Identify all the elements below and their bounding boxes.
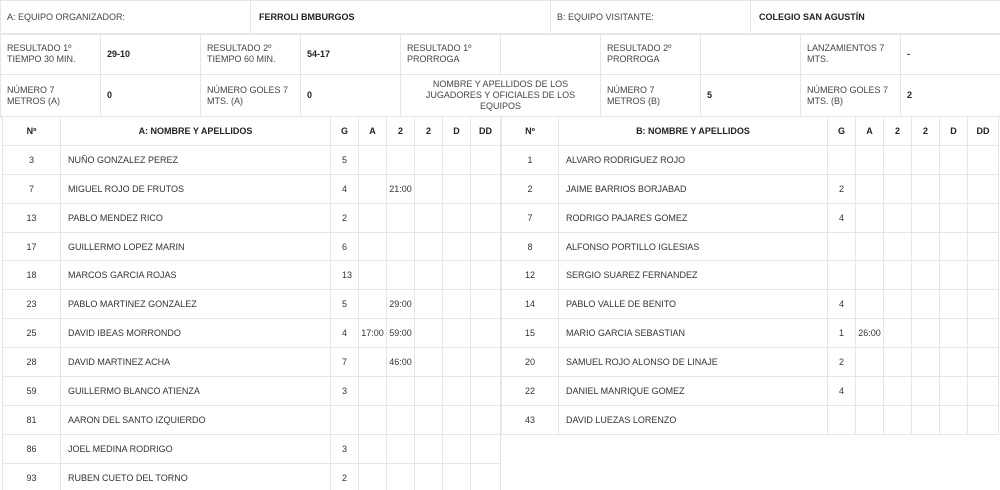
col-header-disqualification-report: DD	[968, 117, 999, 146]
organizer-value: FERROLI BMBURGOS	[251, 1, 551, 35]
col-header-number: Nº	[502, 117, 559, 146]
player-name: SERGIO SUAREZ FERNANDEZ	[559, 261, 828, 290]
player-goals	[828, 145, 856, 174]
team-b-7m-label: NÚMERO 7 METROS (B)	[601, 75, 701, 117]
team-a-7m-value: 0	[101, 75, 201, 117]
player-suspension-2	[912, 261, 940, 290]
player-suspension-1	[387, 203, 415, 232]
player-row	[3, 203, 501, 232]
player-warning	[856, 261, 884, 290]
player-number: 18	[3, 261, 61, 290]
player-row	[502, 145, 999, 174]
player-goals: 5	[331, 290, 359, 319]
player-row	[502, 348, 999, 377]
player-suspension-2	[415, 174, 443, 203]
player-row	[502, 290, 999, 319]
player-disqualification-report	[968, 232, 999, 261]
player-suspension-1: 29:00	[387, 290, 415, 319]
overtime2-label: RESULTADO 2º PRORROGA	[601, 34, 701, 75]
player-disqualification-report	[471, 434, 501, 463]
player-disqualification-report	[471, 174, 501, 203]
player-suspension-1	[387, 405, 415, 434]
player-disqualification	[443, 290, 471, 319]
player-suspension-2	[415, 203, 443, 232]
player-suspension-1	[884, 232, 912, 261]
player-disqualification	[443, 261, 471, 290]
player-name: PABLO VALLE DE BENITO	[559, 290, 828, 319]
player-suspension-1	[884, 319, 912, 348]
player-number: 59	[3, 377, 61, 406]
player-name: NUÑO GONZALEZ PEREZ	[61, 145, 331, 174]
player-suspension-2	[912, 348, 940, 377]
overtime1-value	[501, 34, 601, 75]
player-row	[3, 232, 501, 261]
player-warning	[856, 348, 884, 377]
player-row	[502, 232, 999, 261]
player-suspension-1	[387, 261, 415, 290]
player-suspension-2	[415, 290, 443, 319]
player-row	[3, 174, 501, 203]
player-disqualification-report	[968, 145, 999, 174]
col-header-warnings: A	[359, 117, 387, 146]
player-disqualification	[443, 145, 471, 174]
player-disqualification	[940, 290, 968, 319]
player-suspension-2	[415, 463, 443, 490]
player-name: DAVID MARTINEZ ACHA	[61, 348, 331, 377]
col-header-disqualification-report: DD	[471, 117, 501, 146]
player-suspension-1: 46:00	[387, 348, 415, 377]
player-warning	[856, 405, 884, 434]
col-header-suspension-2: 2	[415, 117, 443, 146]
player-goals: 4	[828, 377, 856, 406]
player-goals: 4	[828, 203, 856, 232]
first-half-value: 29-10	[101, 34, 201, 75]
player-warning: 17:00	[359, 319, 387, 348]
player-name: DAVID IBEAS MORRONDO	[61, 319, 331, 348]
player-disqualification-report	[471, 261, 501, 290]
col-header-disqualification: D	[443, 117, 471, 146]
second-half-value: 54-17	[301, 34, 401, 75]
player-warning	[359, 203, 387, 232]
overtime1-label: RESULTADO 1º PRORROGA	[401, 34, 501, 75]
player-warning	[856, 145, 884, 174]
first-half-label: RESULTADO 1º TIEMPO 30 MIN.	[1, 34, 101, 75]
player-warning	[856, 203, 884, 232]
col-header-suspension-1: 2	[387, 117, 415, 146]
organizer-label: A: EQUIPO ORGANIZADOR:	[1, 1, 251, 35]
player-disqualification-report	[968, 290, 999, 319]
player-disqualification	[940, 348, 968, 377]
player-suspension-2	[912, 174, 940, 203]
player-warning	[359, 232, 387, 261]
player-number: 14	[502, 290, 559, 319]
player-warning: 26:00	[856, 319, 884, 348]
player-warning	[359, 377, 387, 406]
player-suspension-2	[415, 377, 443, 406]
player-goals: 2	[331, 463, 359, 490]
player-disqualification-report	[471, 348, 501, 377]
player-goals: 4	[828, 290, 856, 319]
player-number: 86	[3, 434, 61, 463]
player-suspension-1	[884, 377, 912, 406]
player-suspension-1	[387, 377, 415, 406]
col-header-warnings: A	[856, 117, 884, 146]
player-goals: 6	[331, 232, 359, 261]
summary-row-sevens	[1, 75, 1000, 117]
player-row	[3, 434, 501, 463]
player-disqualification-report	[968, 405, 999, 434]
player-number: 25	[3, 319, 61, 348]
sevens-label: LANZAMIENTOS 7 MTS.	[801, 34, 901, 75]
player-row	[502, 405, 999, 434]
player-suspension-1	[884, 174, 912, 203]
player-name: PABLO MENDEZ RICO	[61, 203, 331, 232]
player-disqualification-report	[471, 463, 501, 490]
player-name: GUILLERMO BLANCO ATIENZA	[61, 377, 331, 406]
col-header-name: A: NOMBRE Y APELLIDOS	[61, 117, 331, 146]
player-number: 81	[3, 405, 61, 434]
player-disqualification	[443, 377, 471, 406]
player-row	[502, 203, 999, 232]
player-warning	[856, 232, 884, 261]
player-suspension-1	[884, 145, 912, 174]
team-b-roster-table	[501, 116, 999, 435]
player-suspension-2	[415, 405, 443, 434]
player-suspension-1	[387, 145, 415, 174]
player-disqualification	[443, 463, 471, 490]
player-disqualification-report	[471, 145, 501, 174]
player-disqualification-report	[471, 405, 501, 434]
team-a-7m-goals-value: 0	[301, 75, 401, 117]
player-disqualification	[443, 348, 471, 377]
player-suspension-2	[912, 232, 940, 261]
col-header-goals: G	[828, 117, 856, 146]
player-disqualification	[443, 434, 471, 463]
player-suspension-2	[912, 145, 940, 174]
player-disqualification	[443, 174, 471, 203]
player-suspension-1	[884, 203, 912, 232]
player-suspension-2	[415, 261, 443, 290]
team-a-header-row	[3, 117, 501, 146]
player-name: JOEL MEDINA RODRIGO	[61, 434, 331, 463]
player-number: 3	[3, 145, 61, 174]
player-number: 8	[502, 232, 559, 261]
player-warning	[856, 377, 884, 406]
player-suspension-1	[884, 261, 912, 290]
player-goals	[828, 232, 856, 261]
player-name: AARON DEL SANTO IZQUIERDO	[61, 405, 331, 434]
player-goals: 1	[828, 319, 856, 348]
player-suspension-1	[387, 232, 415, 261]
col-header-goals: G	[331, 117, 359, 146]
player-suspension-1	[884, 348, 912, 377]
overtime2-value	[701, 34, 801, 75]
player-number: 20	[502, 348, 559, 377]
player-disqualification-report	[471, 203, 501, 232]
player-name: RUBEN CUETO DEL TORNO	[61, 463, 331, 490]
player-row	[3, 405, 501, 434]
player-warning	[359, 145, 387, 174]
player-goals: 2	[331, 203, 359, 232]
team-a-roster-table	[2, 116, 501, 490]
player-row	[502, 261, 999, 290]
player-suspension-1	[884, 290, 912, 319]
player-number: 7	[502, 203, 559, 232]
player-row	[502, 174, 999, 203]
player-suspension-2	[912, 377, 940, 406]
player-number: 23	[3, 290, 61, 319]
player-name: PABLO MARTINEZ GONZALEZ	[61, 290, 331, 319]
team-a-7m-goals-label: NÚMERO GOLES 7 MTS. (A)	[201, 75, 301, 117]
player-disqualification	[940, 261, 968, 290]
player-disqualification	[940, 145, 968, 174]
player-number: 28	[3, 348, 61, 377]
player-warning	[359, 261, 387, 290]
player-number: 93	[3, 463, 61, 490]
player-number: 1	[502, 145, 559, 174]
player-suspension-2	[415, 348, 443, 377]
player-number: 2	[502, 174, 559, 203]
player-disqualification-report	[968, 261, 999, 290]
player-disqualification	[940, 405, 968, 434]
player-number: 15	[502, 319, 559, 348]
player-name: DANIEL MANRIQUE GOMEZ	[559, 377, 828, 406]
player-goals: 3	[331, 434, 359, 463]
match-results-table	[0, 33, 1000, 117]
team-b-7m-goals-value: 2	[901, 75, 1000, 117]
player-name: RODRIGO PAJARES GOMEZ	[559, 203, 828, 232]
player-warning	[359, 463, 387, 490]
player-disqualification-report	[968, 203, 999, 232]
player-number: 43	[502, 405, 559, 434]
player-disqualification	[443, 232, 471, 261]
player-goals: 4	[331, 319, 359, 348]
player-name: MARCOS GARCIA ROJAS	[61, 261, 331, 290]
player-goals	[331, 405, 359, 434]
player-goals: 13	[331, 261, 359, 290]
player-suspension-2	[415, 434, 443, 463]
player-disqualification-report	[471, 232, 501, 261]
player-disqualification	[443, 319, 471, 348]
player-number: 17	[3, 232, 61, 261]
player-suspension-2	[912, 405, 940, 434]
players-caption: NOMBRE Y APELLIDOS DE LOS JUGADORES Y OFICIALES DE LOS EQUIPOS	[401, 75, 601, 117]
player-name: ALFONSO PORTILLO IGLESIAS	[559, 232, 828, 261]
player-disqualification-report	[471, 377, 501, 406]
player-suspension-2	[415, 319, 443, 348]
second-half-label: RESULTADO 2º TIEMPO 60 MIN.	[201, 34, 301, 75]
visitor-value: COLEGIO SAN AGUSTÍN	[751, 1, 1000, 35]
player-number: 13	[3, 203, 61, 232]
player-row	[3, 319, 501, 348]
player-row	[3, 261, 501, 290]
player-suspension-1: 21:00	[387, 174, 415, 203]
player-disqualification	[940, 377, 968, 406]
player-suspension-2	[912, 203, 940, 232]
player-suspension-2	[415, 145, 443, 174]
player-disqualification	[443, 405, 471, 434]
player-goals: 4	[331, 174, 359, 203]
player-row	[3, 290, 501, 319]
player-disqualification-report	[968, 174, 999, 203]
player-goals: 3	[331, 377, 359, 406]
player-number: 12	[502, 261, 559, 290]
col-header-suspension-1: 2	[884, 117, 912, 146]
player-suspension-2	[415, 232, 443, 261]
player-name: GUILLERMO LOPEZ MARIN	[61, 232, 331, 261]
player-row	[3, 145, 501, 174]
player-warning	[359, 174, 387, 203]
col-header-disqualification: D	[940, 117, 968, 146]
player-suspension-1: 59:00	[387, 319, 415, 348]
player-suspension-1	[387, 463, 415, 490]
player-warning	[359, 405, 387, 434]
player-name: SAMUEL ROJO ALONSO DE LINAJE	[559, 348, 828, 377]
player-disqualification	[940, 174, 968, 203]
team-a-7m-label: NÚMERO 7 METROS (A)	[1, 75, 101, 117]
player-suspension-1	[884, 405, 912, 434]
player-goals: 2	[828, 348, 856, 377]
player-goals	[828, 405, 856, 434]
player-row	[502, 377, 999, 406]
summary-row-teams	[1, 1, 1000, 35]
player-goals	[828, 261, 856, 290]
player-disqualification	[940, 232, 968, 261]
player-warning	[359, 290, 387, 319]
player-disqualification-report	[968, 319, 999, 348]
player-row	[3, 463, 501, 490]
player-warning	[856, 290, 884, 319]
player-row	[3, 348, 501, 377]
player-suspension-2	[912, 319, 940, 348]
player-disqualification-report	[471, 290, 501, 319]
col-header-number: Nº	[3, 117, 61, 146]
player-disqualification	[940, 203, 968, 232]
player-disqualification-report	[968, 348, 999, 377]
player-warning	[359, 434, 387, 463]
player-name: ALVARO RODRIGUEZ ROJO	[559, 145, 828, 174]
player-suspension-1	[387, 434, 415, 463]
sevens-value: -	[901, 34, 1000, 75]
match-summary-table	[0, 0, 1000, 35]
col-header-suspension-2: 2	[912, 117, 940, 146]
player-disqualification	[940, 319, 968, 348]
team-b-7m-goals-label: NÚMERO GOLES 7 MTS. (B)	[801, 75, 901, 117]
team-b-7m-value: 5	[701, 75, 801, 117]
player-goals: 2	[828, 174, 856, 203]
player-number: 22	[502, 377, 559, 406]
visitor-label: B: EQUIPO VISITANTE:	[551, 1, 751, 35]
col-header-name: B: NOMBRE Y APELLIDOS	[559, 117, 828, 146]
player-warning	[359, 348, 387, 377]
player-row	[502, 319, 999, 348]
player-goals: 5	[331, 145, 359, 174]
summary-row-results	[1, 34, 1000, 75]
player-name: MARIO GARCIA SEBASTIAN	[559, 319, 828, 348]
player-name: MIGUEL ROJO DE FRUTOS	[61, 174, 331, 203]
player-warning	[856, 174, 884, 203]
player-disqualification	[443, 203, 471, 232]
player-suspension-2	[912, 290, 940, 319]
player-name: DAVID LUEZAS LORENZO	[559, 405, 828, 434]
player-row	[3, 377, 501, 406]
player-goals: 7	[331, 348, 359, 377]
player-disqualification-report	[968, 377, 999, 406]
player-disqualification-report	[471, 319, 501, 348]
player-name: JAIME BARRIOS BORJABAD	[559, 174, 828, 203]
team-b-header-row	[502, 117, 999, 146]
player-number: 7	[3, 174, 61, 203]
